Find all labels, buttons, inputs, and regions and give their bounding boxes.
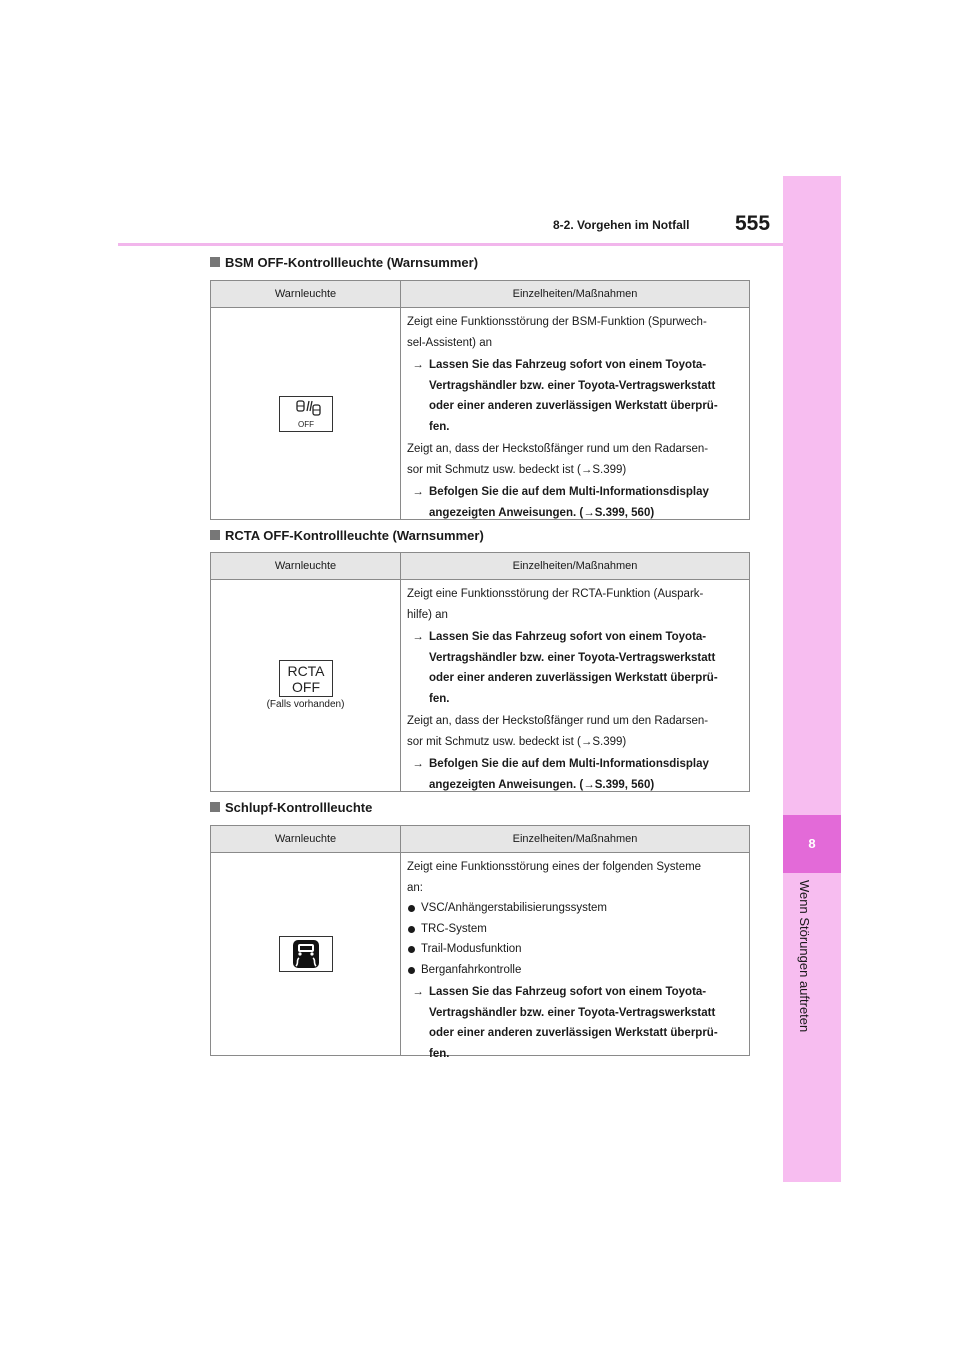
bsm-off-indicator-icon xyxy=(279,396,333,432)
text-line: an: xyxy=(407,881,423,894)
icon-cell xyxy=(211,853,401,1056)
bullet-dot-icon xyxy=(408,926,415,933)
action-line: Lassen Sie das Fahrzeug sofort von einem Toyota- xyxy=(429,631,707,643)
icon-cell xyxy=(211,580,401,792)
text-line: sel-Assistent) an xyxy=(407,336,493,349)
rcta-off-indicator-icon xyxy=(279,660,333,697)
action-line: oder einer anderen zuverlässigen Werkstatt überprü- xyxy=(429,400,718,412)
table-header xyxy=(211,826,749,853)
bullet-item: Berganfahrkontrolle xyxy=(407,960,743,981)
text-line: Zeigt eine Funktionsstörung der RCTA-Funktion (Auspark- xyxy=(407,588,704,600)
arrow-icon: → xyxy=(583,506,595,519)
text-line: Zeigt eine Funktionsstörung der BSM-Funktion (Spurwech- xyxy=(407,316,707,328)
bullet-dot-icon xyxy=(408,905,415,912)
action-item xyxy=(407,355,743,437)
action-line: angezeigten Anweisungen. (→S.399, 560) xyxy=(429,778,655,791)
col-header-warnleuchte: Warnleuchte xyxy=(211,826,401,852)
arrow-icon: → xyxy=(583,778,595,791)
icon-text: RCTA xyxy=(287,663,325,679)
icon-text: OFF xyxy=(292,679,320,695)
action-line: angezeigten Anweisungen. (→S.399, 560) xyxy=(429,506,655,519)
action-line: Vertragshändler bzw. einer Toyota-Vertragswerkstatt xyxy=(429,651,716,664)
action-line: Befolgen Sie die auf dem Multi-Informationsdisplay xyxy=(429,486,709,498)
arrow-icon: → xyxy=(412,758,424,770)
bullet-item: Trail-Modusfunktion xyxy=(407,939,743,960)
action-line: fen. xyxy=(429,1047,450,1060)
arrow-icon: → xyxy=(412,486,424,498)
square-bullet-icon xyxy=(210,802,220,812)
action-item xyxy=(407,754,743,795)
warning-table-bsm xyxy=(210,280,750,520)
text-line: sor mit Schmutz usw. bedeckt ist (→S.399) xyxy=(407,463,627,476)
arrow-icon: → xyxy=(412,986,424,998)
action-item xyxy=(407,627,743,709)
action-line: Befolgen Sie die auf dem Multi-Informationsdisplay xyxy=(429,758,709,770)
warning-table-slip xyxy=(210,825,750,1060)
col-header-warnleuchte: Warnleuchte xyxy=(211,553,401,579)
action-item xyxy=(407,482,743,523)
bullet-dot-icon xyxy=(408,967,415,974)
text-line: hilfe) an xyxy=(407,608,448,621)
action-line: fen. xyxy=(429,420,450,433)
action-line: oder einer anderen zuverlässigen Werkstatt überprü- xyxy=(429,1027,718,1039)
text-line: sor mit Schmutz usw. bedeckt ist (→S.399) xyxy=(407,735,627,748)
chapter-side-tab xyxy=(783,176,841,1182)
action-line: Vertragshändler bzw. einer Toyota-Vertragswerkstatt xyxy=(429,1006,716,1019)
chapter-number: 8 xyxy=(783,815,841,873)
section-title-rcta: RCTA OFF-Kontrollleuchte (Warnsummer) xyxy=(210,528,484,543)
text-line: Zeigt an, dass der Heckstoßfänger rund um den Radarsen- xyxy=(407,443,709,455)
warning-table-rcta xyxy=(210,552,750,792)
action-line: Lassen Sie das Fahrzeug sofort von einem Toyota- xyxy=(429,359,707,371)
col-header-details: Einzelheiten/Maßnahmen xyxy=(512,833,638,845)
section-header: 8-2. Vorgehen im Notfall xyxy=(553,218,690,232)
action-item xyxy=(407,982,743,1064)
arrow-icon: → xyxy=(580,463,593,476)
col-header-details: Einzelheiten/Maßnahmen xyxy=(512,288,638,300)
action-line: fen. xyxy=(429,692,450,705)
arrow-icon: → xyxy=(412,631,424,643)
details-cell xyxy=(401,308,749,520)
details-cell xyxy=(401,853,749,1060)
col-header-details: Einzelheiten/Maßnahmen xyxy=(512,560,638,572)
bullet-item: VSC/Anhängerstabilisierungssystem xyxy=(407,898,743,919)
page-number: 555 xyxy=(735,212,771,235)
details-cell xyxy=(401,580,749,792)
arrow-icon: → xyxy=(580,735,593,748)
table-header xyxy=(211,281,749,308)
availability-caption: (Falls vorhanden) xyxy=(266,699,345,710)
chapter-title: Wenn Störungen auftreten xyxy=(797,880,812,1033)
icon-cell xyxy=(211,308,401,520)
header-rule xyxy=(118,243,783,246)
section-title-slip: Schlupf-Kontrollleuchte xyxy=(210,800,372,815)
text-line: Zeigt an, dass der Heckstoßfänger rund um den Radarsen- xyxy=(407,715,709,727)
arrow-icon: → xyxy=(412,359,424,371)
action-line: oder einer anderen zuverlässigen Werkstatt überprü- xyxy=(429,672,718,684)
table-header xyxy=(211,553,749,580)
svg-text:OFF: OFF xyxy=(298,420,314,429)
action-line: Vertragshändler bzw. einer Toyota-Vertragswerkstatt xyxy=(429,379,716,392)
square-bullet-icon xyxy=(210,530,220,540)
slip-indicator-icon xyxy=(279,936,333,972)
bullet-dot-icon xyxy=(408,946,415,953)
col-header-warnleuchte: Warnleuchte xyxy=(211,281,401,307)
action-line: Lassen Sie das Fahrzeug sofort von einem Toyota- xyxy=(429,986,707,998)
text-line: Zeigt eine Funktionsstörung eines der folgenden Systeme xyxy=(407,861,702,873)
section-title-bsm: BSM OFF-Kontrollleuchte (Warnsummer) xyxy=(210,255,478,270)
square-bullet-icon xyxy=(210,257,220,267)
bullet-item: TRC-System xyxy=(407,919,743,940)
